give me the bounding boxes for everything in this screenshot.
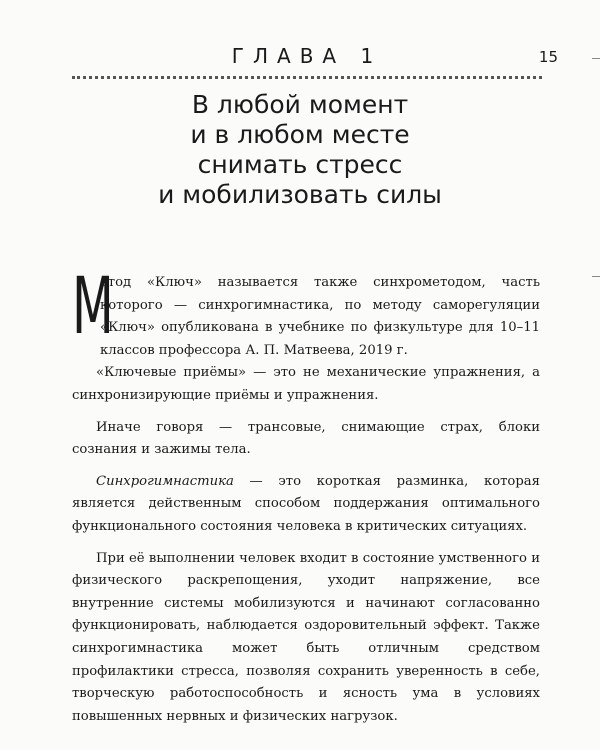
term-synchrogymnastics: Синхрогимнастика: [96, 473, 234, 489]
title-line-3: снимать стресс: [197, 150, 403, 179]
edge-mark: [592, 58, 600, 59]
title-line-2: и в любом месте: [190, 120, 410, 149]
paragraph-4: [72, 471, 540, 539]
title-line-1: В любой момент: [191, 90, 409, 119]
paragraph-2: «Ключевые приёмы» — это не механические упражнения, а синхронизирующие приёмы и упражнения.: [72, 365, 540, 403]
paragraph-1-text: етод «Ключ» называется также синхрометодом, часть которого — синхрогимнастика, по методу саморегуляции «Ключ» опубликована в учебнике по физкультуре для 10–11 классов профессора А. П. Матвеева, 2019 г.: [100, 275, 540, 358]
page-number: 15: [538, 48, 558, 66]
chapter-label: ГЛАВА 1: [231, 44, 383, 68]
paragraph-4-text: — это короткая разминка, которая является действенным способом поддержания оптимального функционального состояния человека в критических ситуациях.: [72, 473, 540, 534]
running-head: [72, 44, 558, 74]
title-line-4: и мобилизовать силы: [158, 180, 442, 209]
body-text: [72, 262, 540, 728]
paragraph-5: При её выполнении человек входит в состояние умственного и физического раскрепощения, уходит напряжение, все внутренние системы мобилизуются и начинают согласованно функционировать, наблюдается оздоровительный эффект. Также синхрогимнастика может быть отличным средством профилактики стресса, позволяя сохранить уверенность в себе, творческую работоспособность и ясность ума в условиях повышенных нервных и физических нагрузок.: [72, 550, 540, 724]
dropcap-box: [72, 262, 114, 358]
dropcap: М: [72, 262, 114, 352]
chapter-title: [90, 90, 510, 210]
paragraph-1: [72, 262, 540, 362]
paragraph-3: Иначе говоря — трансовые, снимающие страх, блоки сознания и зажимы тела.: [72, 419, 540, 458]
edge-mark: [592, 276, 600, 277]
dotted-rule: [72, 76, 542, 79]
